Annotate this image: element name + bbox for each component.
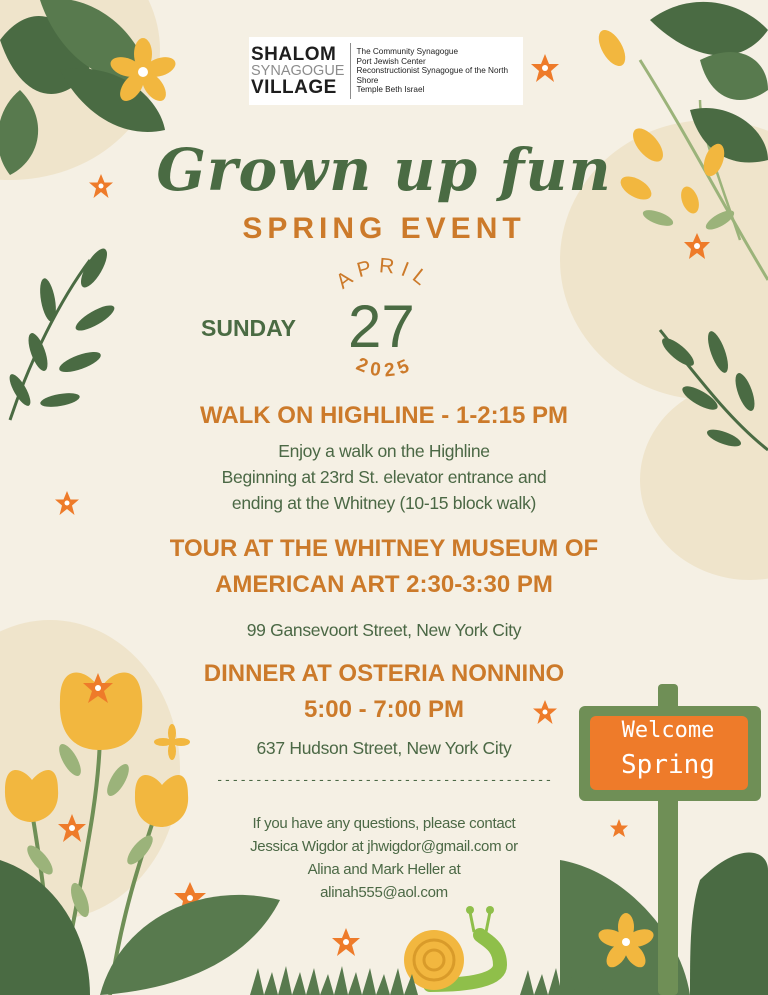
section-heading-highline [0,398,768,434]
logo-wordmark [249,45,350,98]
logo-divider [350,43,351,99]
logo-line-3: VILLAGE [251,77,337,99]
contact-line: alinah555@aol.com [320,884,448,901]
event-subtitle: SPRING EVENT [242,212,526,245]
heading-line: 5:00 - 7:00 PM [303,696,465,723]
logo-org: Reconstructionist Synagogue of the North Shore [356,66,509,85]
fern-icon [6,245,118,420]
event-month: APRIL [331,254,437,294]
event-title: Grown up fun [156,136,612,204]
heading-line: DINNER AT OSTERIA NONNINO [203,660,565,687]
logo-organizations [357,47,524,95]
welcome-sign-text [590,714,746,782]
sign-line-1: Welcome [621,718,715,743]
heading-line: AMERICAN ART 2:30-3:30 PM [215,571,553,598]
body-line: Enjoy a walk on the Highline [278,441,490,461]
event-day: 27 [348,293,415,360]
body-line: 637 Hudson Street, New York City [256,738,512,758]
logo-org: Temple Beth Israel [356,85,425,95]
section-body-whitney [0,617,768,643]
contact-info [0,812,768,904]
sign-line-2: Spring [621,750,715,780]
organization-logo [249,37,523,105]
body-line: Beginning at 23rd St. elevator entrance and [221,467,547,487]
contact-line: Alina and Mark Heller at [307,861,461,878]
logo-org: Port Jewish Center [356,56,426,66]
contact-line: Jessica Wigdor at jhwigdor@gmail.com or [250,838,518,855]
event-year: 2025 [353,353,417,382]
heading-line: TOUR AT THE WHITNEY MUSEUM OF [169,535,599,562]
event-weekday: SUNDAY [201,315,297,341]
contact-line: If you have any questions, please contact [252,815,516,832]
dashed-divider: ------------------------------------------- [215,773,553,788]
section-heading-whitney [0,531,768,603]
heading-line: WALK ON HIGHLINE - 1-2:15 PM [199,402,569,429]
logo-line-1: SHALOM [251,43,337,65]
snail-icon [404,906,500,990]
logo-line-2: SYNAGOGUE [251,62,345,79]
logo-org: The Community Synagogue [356,47,459,57]
body-line: 99 Gansevoort Street, New York City [246,620,522,640]
section-body-highline [0,438,768,516]
body-line: ending at the Whitney (10-15 block walk) [231,493,537,513]
